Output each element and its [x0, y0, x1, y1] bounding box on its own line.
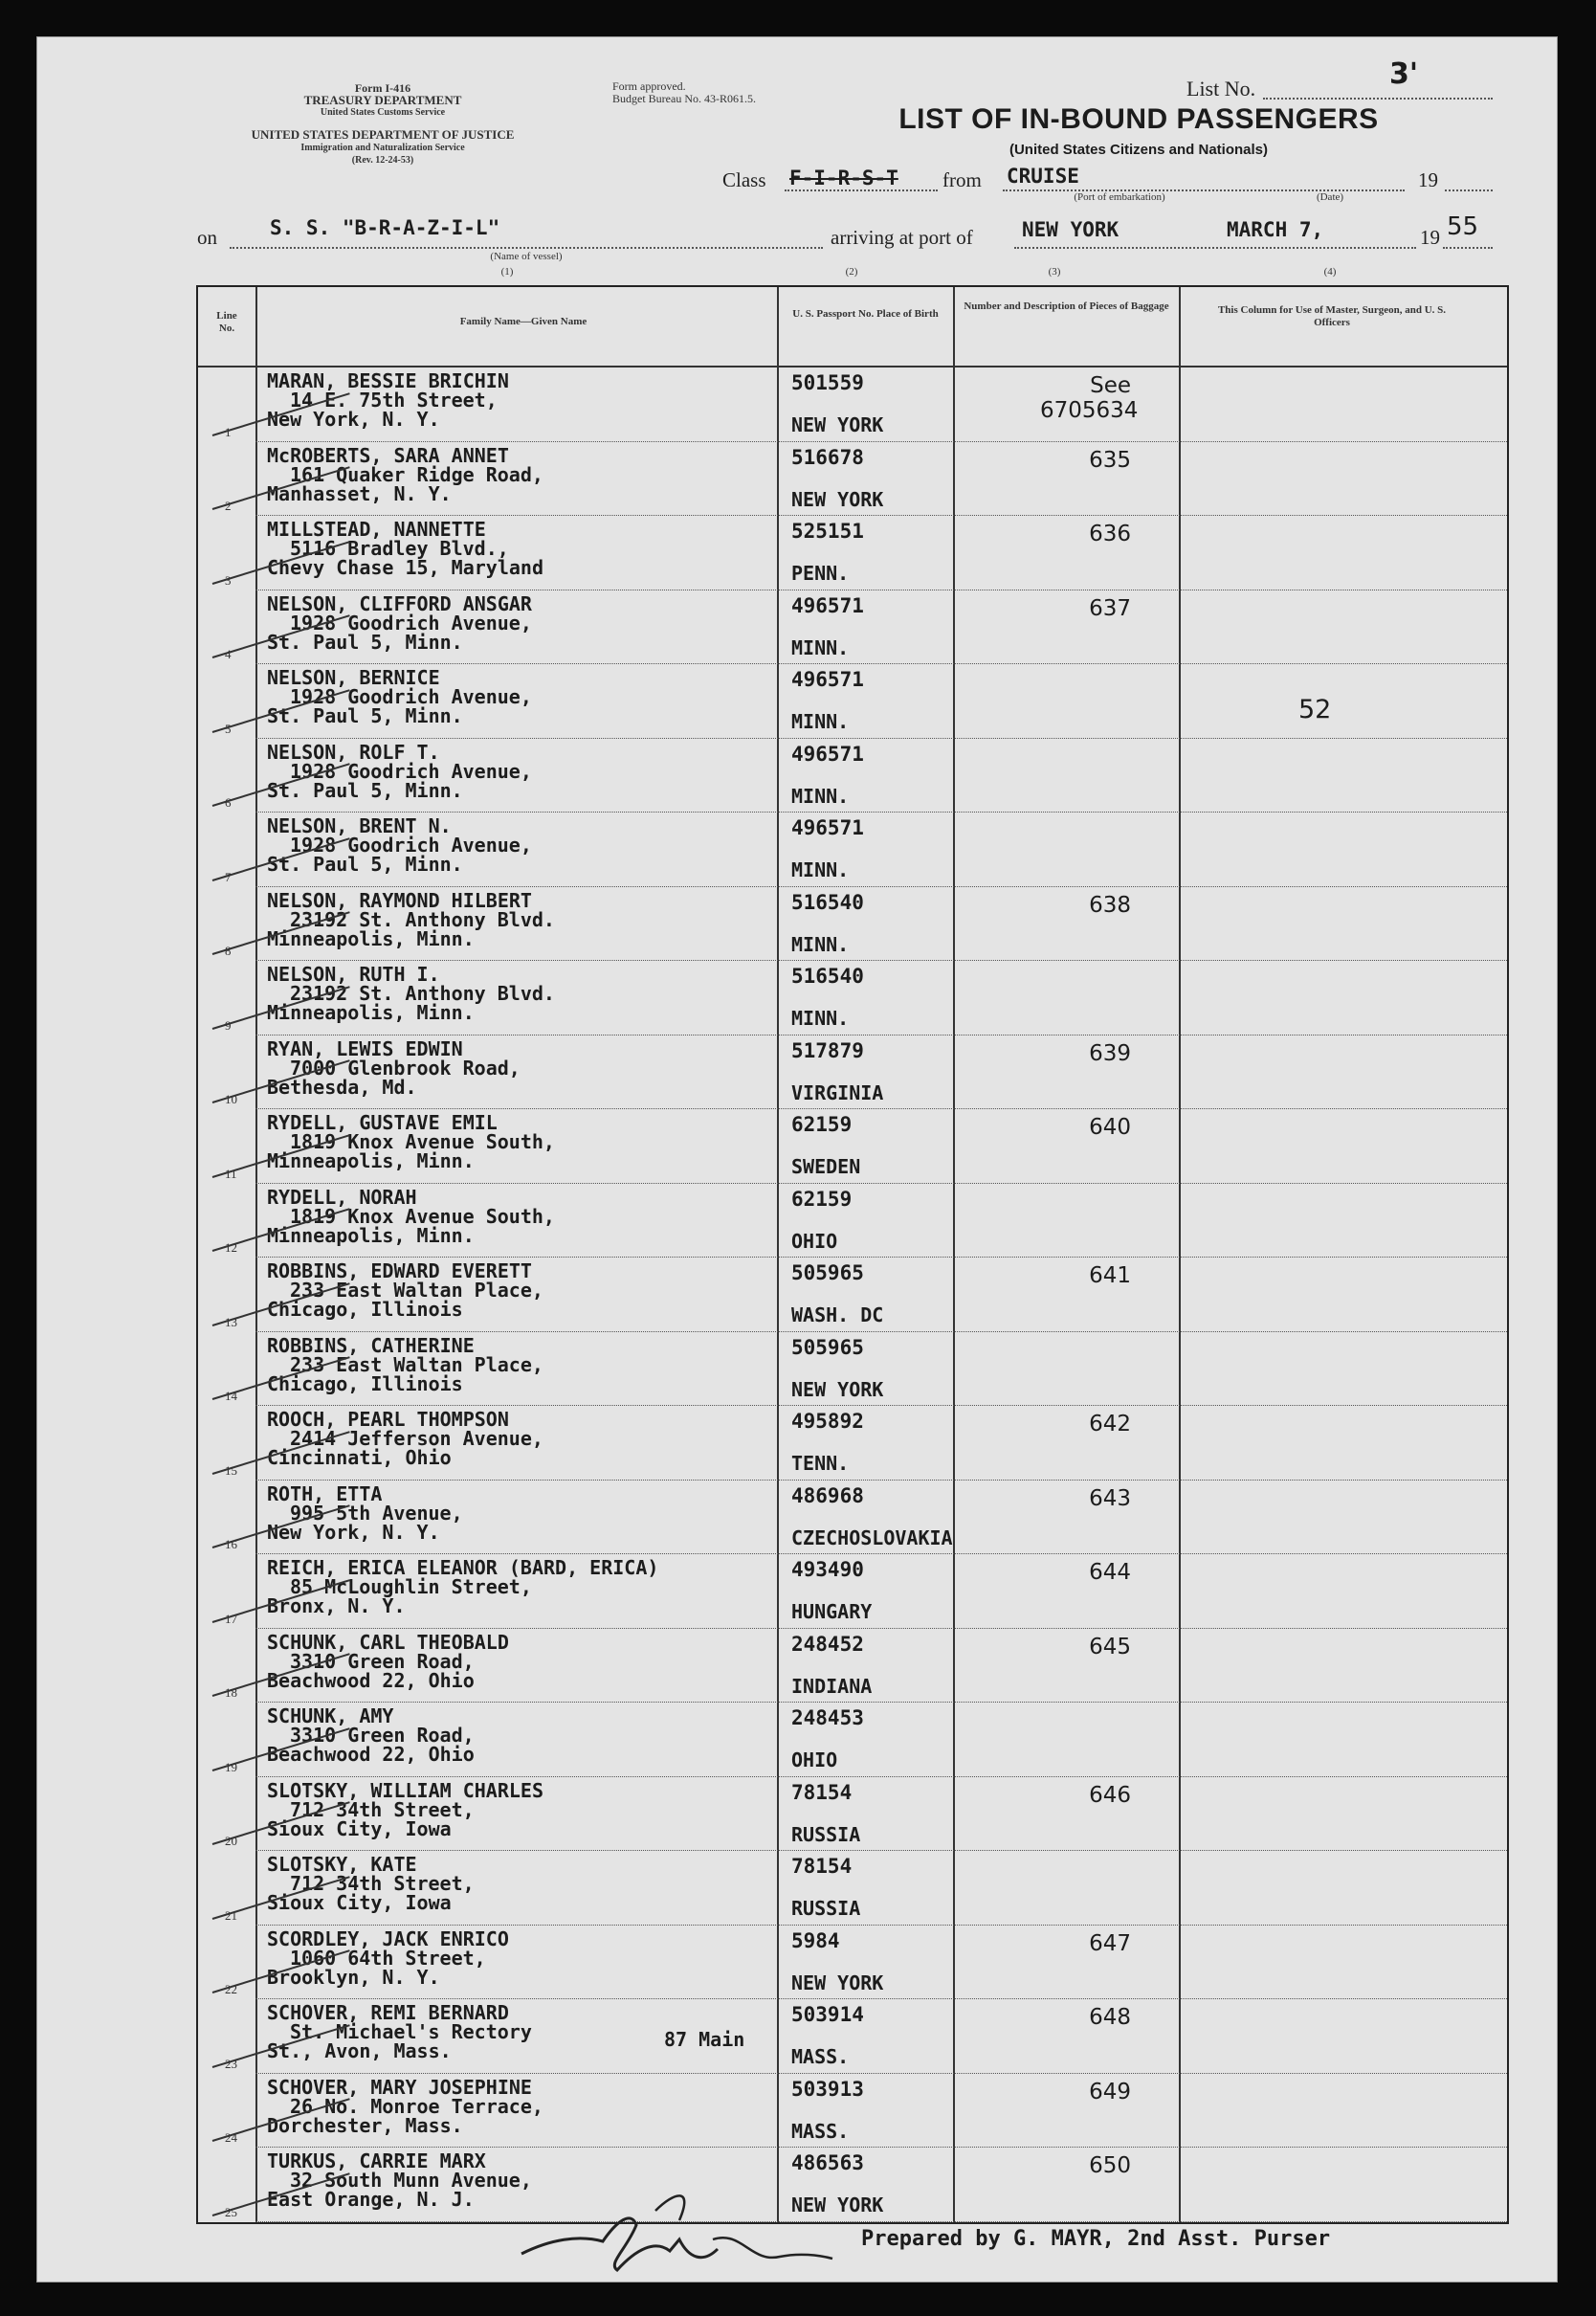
place-of-birth: NEW YORK: [791, 487, 884, 511]
address-line-1: 1819 Knox Avenue South,: [290, 1204, 555, 1228]
place-of-birth: MASS.: [791, 2045, 850, 2068]
row-separator: [255, 2221, 1507, 2222]
table-row: [198, 1258, 1507, 1332]
line-number: 15: [225, 1462, 237, 1478]
passport-number: 496571: [791, 742, 864, 766]
address-line-1: 23192 St. Anthony Blvd.: [290, 982, 555, 1005]
passenger-name: NELSON, BRENT N.: [267, 814, 452, 837]
line-number: 7: [225, 869, 232, 884]
baggage-number: 636: [1089, 522, 1131, 546]
caption-1: (1): [500, 266, 514, 278]
passenger-name: ROTH, ETTA: [267, 1481, 383, 1505]
passport-number: 517879: [791, 1038, 864, 1062]
table-row: [198, 813, 1507, 887]
table-row: [198, 1851, 1507, 1926]
address-line-2: St. Paul 5, Minn.: [267, 704, 463, 727]
table-row: [198, 1109, 1507, 1184]
caption-3: (3): [1048, 266, 1061, 278]
passport-number: 516540: [791, 965, 864, 988]
passenger-name: SCORDLEY, JACK ENRICO: [267, 1926, 509, 1950]
address-line-1: 233 East Waltan Place,: [290, 1279, 543, 1302]
arrival-port: NEW YORK: [1022, 218, 1119, 241]
baggage-number: 644: [1089, 1560, 1131, 1585]
address-line-1: 1060 64th Street,: [290, 1946, 486, 1970]
place-of-birth: HUNGARY: [791, 1600, 873, 1623]
place-of-birth: PENN.: [791, 562, 850, 585]
revision: (Rev. 12-24-53): [351, 155, 414, 166]
passport-number: 516540: [791, 890, 864, 914]
passport-number: 5984: [791, 1928, 840, 1952]
table-row: [198, 1999, 1507, 2074]
line-number: 13: [225, 1314, 237, 1329]
place-of-birth: MASS.: [791, 2119, 850, 2143]
address-line-2: St. Paul 5, Minn.: [267, 853, 463, 876]
address-line-1: 5116 Bradley Blvd.,: [290, 537, 509, 560]
table-row: [198, 1036, 1507, 1110]
arrival-date: MARCH 7,: [1227, 218, 1324, 241]
place-of-birth: MINN.: [791, 932, 850, 956]
passenger-name: RYDELL, NORAH: [267, 1185, 417, 1209]
caption-4: (4): [1323, 266, 1337, 278]
passenger-name: RYDELL, GUSTAVE EMIL: [267, 1111, 498, 1134]
year-line: [1443, 247, 1493, 249]
passenger-name: REICH, ERICA ELEANOR (BARD, ERICA): [267, 1556, 659, 1579]
budget-bureau: Budget Bureau No. 43-R061.5.: [612, 92, 756, 105]
passenger-name: SLOTSKY, KATE: [267, 1853, 417, 1876]
year-suffix: 55: [1447, 212, 1479, 241]
table-row: [198, 590, 1507, 665]
class-label: Class: [722, 168, 766, 191]
passenger-name: SCHUNK, AMY: [267, 1704, 394, 1727]
address-line-1: 3310 Green Road,: [290, 1724, 475, 1747]
address-line-1: 85 McLoughlin Street,: [290, 1575, 532, 1598]
vessel-name: S. S. "B-R-A-Z-I-L": [270, 216, 500, 239]
address-line-2: Minneapolis, Minn.: [267, 1223, 475, 1247]
address-line-2: New York, N. Y.: [267, 408, 440, 431]
arriving-label: arriving at port of: [831, 226, 973, 249]
line-number: 24: [225, 2130, 237, 2145]
place-of-birth: NEW YORK: [791, 1971, 884, 1994]
table-row: [198, 516, 1507, 590]
year-prefix: 19: [1420, 226, 1440, 249]
address-line-2: New York, N. Y.: [267, 1520, 440, 1544]
table-row: [198, 1481, 1507, 1555]
line-number: 17: [225, 1611, 237, 1626]
place-of-birth: NEW YORK: [791, 413, 884, 436]
table-row: [198, 1406, 1507, 1481]
table-row: [198, 1554, 1507, 1629]
line-number: 25: [225, 2204, 237, 2219]
signature: [512, 2182, 837, 2287]
address-line-2: Beachwood 22, Ohio: [267, 1668, 475, 1692]
line-number: 23: [225, 2056, 237, 2071]
from-label: from: [942, 168, 982, 191]
baggage-number: 637: [1089, 595, 1131, 621]
line-number: 12: [225, 1240, 237, 1255]
line-number: 9: [225, 1017, 232, 1033]
baggage-number: 635: [1089, 447, 1131, 473]
vessel-line: [230, 247, 823, 249]
address-line-2: Chevy Chase 15, Maryland: [267, 556, 543, 579]
place-of-birth: WASH. DC: [791, 1303, 884, 1326]
line-number: 4: [225, 647, 232, 661]
address-line-2: Cincinnati, Ohio: [267, 1446, 452, 1469]
passenger-name: NELSON, RUTH I.: [267, 963, 440, 986]
address-line-2: Bethesda, Md.: [267, 1075, 417, 1099]
place-of-birth: NEW YORK: [791, 2194, 884, 2216]
baggage-number: 643: [1089, 1485, 1131, 1511]
place-of-birth: VIRGINIA: [791, 1080, 884, 1104]
place-of-birth: TENN.: [791, 1452, 850, 1475]
address-line-2: Sioux City, Iowa: [267, 1891, 452, 1914]
line-number: 21: [225, 1907, 237, 1923]
passport-number: 503913: [791, 2077, 864, 2101]
address-line-2: Minneapolis, Minn.: [267, 1001, 475, 1024]
baggage-number: 649: [1089, 2079, 1131, 2104]
col-name: Family Name—Given Name: [459, 316, 587, 327]
address-line-1: 1928 Goodrich Avenue,: [290, 759, 532, 783]
passport-number: 495892: [791, 1410, 864, 1433]
year-top: 19: [1418, 168, 1438, 191]
place-of-birth: MINN.: [791, 1007, 850, 1030]
address-line-1: 1928 Goodrich Avenue,: [290, 685, 532, 708]
on-label: on: [197, 226, 217, 249]
address-line-1: 23192 St. Anthony Blvd.: [290, 907, 555, 931]
passport-number: 62159: [791, 1187, 853, 1211]
passenger-name: NELSON, CLIFFORD ANSGAR: [267, 591, 532, 615]
address-line-1: 1819 Knox Avenue South,: [290, 1130, 555, 1153]
passport-number: 505965: [791, 1335, 864, 1359]
passenger-name: NELSON, RAYMOND HILBERT: [267, 888, 532, 912]
baggage-number: 638: [1089, 892, 1131, 918]
passenger-name: SCHOVER, MARY JOSEPHINE: [267, 2075, 532, 2099]
date-caption: (Date): [1316, 191, 1344, 203]
passenger-name: SCHOVER, REMI BERNARD: [267, 2001, 509, 2024]
passport-number: 78154: [791, 1855, 853, 1878]
passport-number: 486968: [791, 1483, 864, 1507]
passport-number: 496571: [791, 668, 864, 691]
list-number: 3': [1389, 57, 1419, 91]
treasury-dept: TREASURY DEPARTMENT: [303, 93, 462, 107]
table-row: [198, 887, 1507, 962]
justice-dept: UNITED STATES DEPARTMENT OF JUSTICE: [251, 127, 515, 142]
address-line-2: Chicago, Illinois: [267, 1371, 463, 1395]
passport-number: 525151: [791, 520, 864, 543]
baggage-number: 646: [1089, 1782, 1131, 1808]
table-row: [198, 1184, 1507, 1258]
address-line-1: 233 East Waltan Place,: [290, 1352, 543, 1376]
line-number: 11: [225, 1166, 237, 1181]
address-line-1: 7000 Glenbrook Road,: [290, 1056, 521, 1080]
class-line: [785, 189, 938, 191]
address-line-2: East Orange, N. J.: [267, 2188, 475, 2211]
address-line-1: 2414 Jefferson Avenue,: [290, 1427, 543, 1450]
address-line-2: Bronx, N. Y.: [267, 1594, 406, 1617]
passport-number: 493490: [791, 1558, 864, 1581]
passenger-name: SLOTSKY, WILLIAM CHARLES: [267, 1778, 543, 1802]
baggage-number: 645: [1089, 1634, 1131, 1659]
passport-number: 501559: [791, 371, 864, 394]
table-row: [198, 961, 1507, 1036]
baggage-number: 640: [1089, 1115, 1131, 1140]
passenger-name: MARAN, BESSIE BRICHIN: [267, 369, 509, 392]
form-number: Form I-416: [354, 81, 411, 95]
address-line-1: 1928 Goodrich Avenue,: [290, 611, 532, 635]
address-line-1: 14 E. 75th Street,: [290, 389, 498, 412]
line-number: 2: [225, 499, 232, 513]
col-line-no: Line No.: [216, 310, 237, 334]
passenger-name: McROBERTS, SARA ANNET: [267, 443, 509, 467]
passenger-name: ROOCH, PEARL THOMPSON: [267, 1408, 509, 1431]
passport-number: 503914: [791, 2003, 864, 2026]
address-line-1: 26 No. Monroe Terrace,: [290, 2094, 543, 2118]
passport-number: 78154: [791, 1780, 853, 1804]
arrival-line: [1014, 247, 1416, 249]
address-line-1: 32 South Munn Avenue,: [290, 2169, 532, 2192]
address-line-2: Brooklyn, N. Y.: [267, 1965, 440, 1989]
place-of-birth: SWEDEN: [791, 1155, 861, 1178]
table-row: [198, 2074, 1507, 2149]
prepared-by: Prepared by G. MAYR, 2nd Asst. Purser: [861, 2227, 1331, 2251]
baggage-number: 648: [1089, 2005, 1131, 2030]
address-addendum: 87 Main: [664, 2028, 745, 2051]
passport-number: 248452: [791, 1632, 864, 1656]
line-number: 16: [225, 1537, 237, 1551]
passenger-name: SCHUNK, CARL THEOBALD: [267, 1630, 509, 1654]
table-row: [198, 1629, 1507, 1704]
address-line-2: St., Avon, Mass.: [267, 2039, 452, 2062]
passport-number: 505965: [791, 1261, 864, 1284]
passenger-name: NELSON, ROLF T.: [267, 740, 440, 764]
line-number: 3: [225, 572, 232, 588]
passenger-name: RYAN, LEWIS EDWIN: [267, 1036, 463, 1060]
vessel-caption: (Name of vessel): [490, 251, 563, 262]
passenger-name: MILLSTEAD, NANNETTE: [267, 518, 486, 541]
address-line-1: 3310 Green Road,: [290, 1649, 475, 1673]
passport-number: 496571: [791, 593, 864, 617]
year-top-line: [1445, 189, 1493, 191]
passenger-table: [196, 285, 1509, 2224]
passenger-name: ROBBINS, CATHERINE: [267, 1333, 475, 1357]
table-row: [198, 1332, 1507, 1407]
address-line-2: St. Paul 5, Minn.: [267, 630, 463, 654]
passenger-name: ROBBINS, EDWARD EVERETT: [267, 1259, 532, 1282]
list-no-line: [1263, 98, 1493, 100]
passport-number: 496571: [791, 816, 864, 839]
place-of-birth: MINN.: [791, 784, 850, 808]
page-title: LIST OF IN-BOUND PASSENGERS: [898, 103, 1379, 135]
passport-number: 486563: [791, 2151, 864, 2174]
table-row: [198, 2148, 1507, 2222]
baggage-number: 639: [1089, 1040, 1131, 1066]
address-line-1: St. Michael's Rectory: [290, 2020, 532, 2043]
place-of-birth: RUSSIA: [791, 1822, 861, 1846]
baggage-number: 650: [1089, 2153, 1131, 2178]
address-line-2: St. Paul 5, Minn.: [267, 778, 463, 802]
table-row: [198, 664, 1507, 739]
caption-2: (2): [845, 266, 858, 278]
customs-service: United States Customs Service: [320, 107, 446, 118]
place-of-birth: MINN.: [791, 858, 850, 881]
address-line-1: 1928 Goodrich Avenue,: [290, 834, 532, 857]
officer-note: 52: [1298, 695, 1332, 724]
address-line-1: 712 34th Street,: [290, 1797, 475, 1821]
col-passport: U. S. Passport No. Place of Birth: [792, 308, 939, 320]
baggage-number: 642: [1089, 1412, 1131, 1436]
passport-number: 248453: [791, 1706, 864, 1729]
table-row: [198, 1703, 1507, 1777]
line-number: 20: [225, 1834, 237, 1848]
address-line-2: Sioux City, Iowa: [267, 1816, 452, 1840]
baggage-number: See 6705634: [1040, 373, 1139, 423]
from-value: CRUISE: [1007, 165, 1079, 188]
col-baggage: Number and Description of Pieces of Baggage: [964, 301, 1169, 312]
baggage-number: 647: [1089, 1930, 1131, 1956]
passport-number: 516678: [791, 445, 864, 469]
line-number: 5: [225, 721, 232, 736]
address-line-2: Beachwood 22, Ohio: [267, 1743, 475, 1766]
address-line-1: 712 34th Street,: [290, 1872, 475, 1895]
class-value: F-I-R-S-T: [789, 167, 898, 189]
place-of-birth: INDIANA: [791, 1674, 873, 1698]
place-of-birth: MINN.: [791, 710, 850, 733]
line-number: 10: [225, 1092, 237, 1106]
col-officers: This Column for Use of Master, Surgeon, and U. S. Officers: [1217, 304, 1447, 328]
place-of-birth: CZECHOSLOVAKIA: [791, 1525, 953, 1549]
address-line-2: Minneapolis, Minn.: [267, 1149, 475, 1172]
form-approved: Form approved.: [612, 79, 686, 93]
place-of-birth: OHIO: [791, 1229, 838, 1253]
place-of-birth: OHIO: [791, 1748, 838, 1771]
place-of-birth: NEW YORK: [791, 1377, 884, 1401]
passenger-name: NELSON, BERNICE: [267, 666, 440, 689]
address-line-2: Minneapolis, Minn.: [267, 926, 475, 950]
line-number: 6: [225, 795, 232, 810]
address-line-2: Dorchester, Mass.: [267, 2113, 463, 2137]
line-number: 22: [225, 1982, 237, 1996]
table-row: [198, 1926, 1507, 2000]
passport-number: 62159: [791, 1113, 853, 1136]
address-line-1: 161 Quaker Ridge Road,: [290, 462, 543, 486]
address-line-2: Manhasset, N. Y.: [267, 481, 452, 505]
table-row: [198, 367, 1507, 442]
table-row: [198, 442, 1507, 517]
line-number: 14: [225, 1389, 237, 1403]
baggage-number: 641: [1089, 1263, 1131, 1288]
table-row: [198, 739, 1507, 813]
port-embark-caption: (Port of embarkation): [1074, 191, 1165, 203]
line-number: 18: [225, 1685, 237, 1700]
place-of-birth: MINN.: [791, 635, 850, 659]
place-of-birth: RUSSIA: [791, 1897, 861, 1920]
line-number: 19: [225, 1759, 237, 1774]
passenger-name: TURKUS, CARRIE MARX: [267, 2149, 486, 2172]
line-number: 8: [225, 944, 232, 958]
table-row: [198, 1777, 1507, 1852]
address-line-1: 995 5th Avenue,: [290, 1501, 463, 1525]
page-subtitle: (United States Citizens and Nationals): [1009, 142, 1269, 158]
list-no-label: List No.: [1186, 77, 1256, 100]
ins-service: Immigration and Naturalization Service: [300, 143, 465, 153]
line-number: 1: [225, 424, 232, 439]
address-line-2: Chicago, Illinois: [267, 1298, 463, 1321]
